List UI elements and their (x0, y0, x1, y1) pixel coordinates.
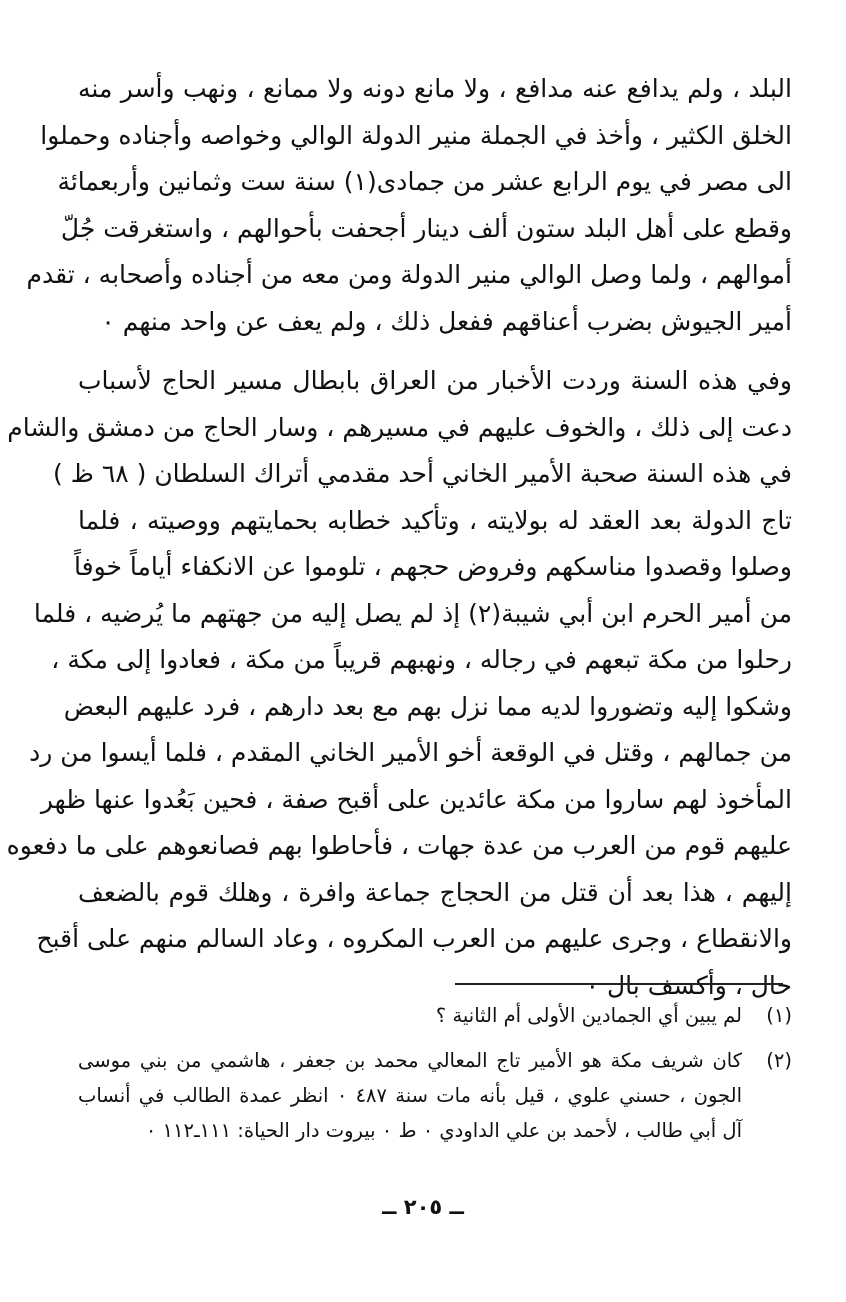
text-line: من أمير الحرم ابن أبي شيبة(٢) إذ لم يصل إليه من جهتهم ما يُرضيه ، فلما (33, 598, 792, 628)
footnote-text (78, 1043, 742, 1148)
text-line: المأخوذ لهم ساروا من مكة عائدين على أقبح صفة ، فحين بَعُدوا عنها ظهر (40, 784, 792, 814)
text-line: وشكوا إليه وتضوروا لديه مما نزل بهم مع بعد دارهم ، فرد عليهم البعض (63, 691, 792, 721)
text-line: أموالهم ، ولما وصل الوالي منير الدولة ومن معه من أجناده وأصحابه ، تقدم (26, 260, 792, 289)
text-line: أمير الجيوش بضرب أعناقهم ففعل ذلك ، ولم يعف عن واحد منهم ٠ (101, 306, 792, 336)
footnote-number: (١) (766, 1004, 792, 1027)
text-line: البلد ، ولم يدافع عنه مدافع ، ولا مانع دونه ولا ممانع ، ونهب وأسر منه (78, 74, 792, 103)
footnote-line: الجون ، حسني علوي ، قيل بأنه مات سنة ٤٨٧ ٠ انظر عمدة الطالب في أنساب (78, 1084, 743, 1107)
footnote-line: آل أبي طالب ، لأحمد بن علي الداودي ٠ ط ٠ بيروت دار الحياة: ١١١ـ١١٢ ٠ (145, 1119, 742, 1142)
footnotes (78, 998, 792, 1158)
text-line: من جمالهم ، وقتل في الوقعة أخو الأمير الخاني المقدم ، فلما أيسوا من رد (29, 738, 792, 767)
text-line: في هذه السنة صحبة الأمير الخاني أحد مقدمي أتراك السلطان ( ٦٨ ظ ) (53, 459, 792, 488)
text-line: إليهم ، هذا بعد أن قتل من الحجاج جماعة وافرة ، وهلك قوم بالضعف (78, 877, 792, 907)
text-line: وقطع على أهل البلد ستون ألف دينار أجحفت بأحوالهم ، واستغرقت جُلّ (60, 213, 792, 243)
paragraph-1 (26, 66, 792, 345)
text-line: رحلوا من مكة تبعهم في رجاله ، ونهبهم قريباً من مكة ، فعادوا إلى مكة ، (51, 645, 792, 674)
footnote-number: (٢) (766, 1049, 792, 1072)
text-line: الى مصر في يوم الرابع عشر من جمادى(١) سنة ست وثمانين وأربعمائة (57, 167, 792, 196)
text-line: دعت إلى ذلك ، والخوف عليهم في مسيرهم ، وسار الحاج من دمشق والشام (7, 412, 792, 442)
text-line: حال ، وأكسف بال ٠ (585, 970, 792, 1000)
footnote-divider (455, 983, 783, 985)
footnote-text (78, 998, 742, 1033)
footnote-line: كان شريف مكة هو الأمير تاج المعالي محمد بن جعفر ، هاشمي من بني موسى (78, 1049, 742, 1072)
text-line: وفي هذه السنة وردت الأخبار من العراق بابطال مسير الحاج لأسباب (78, 366, 792, 395)
text-line: عليهم قوم من العرب من عدة جهات ، فأحاطوا بهم فصانعوهم على ما دفعوه (6, 831, 792, 860)
paragraph-2 (6, 358, 792, 1009)
footnote-1 (78, 998, 792, 1033)
text-line: الخلق الكثير ، وأخذ في الجملة منير الدولة الوالي وخواصه وأجناده وحملوا (40, 120, 792, 150)
page-number: ــ ٢٠٥ ــ (382, 1195, 464, 1219)
text-line: وصلوا وقصدوا مناسكهم وفروض حجهم ، تلوموا عن الانكفاء أياماً خوفاً (74, 552, 792, 581)
text-line: تاج الدولة بعد العقد له بولايته ، وتأكيد خطابه بحمايتهم ووصيته ، فلما (78, 505, 792, 535)
text-line: والانقطاع ، وجرى عليهم من العرب المكروه ، وعاد السالم منهم على أقبح (36, 924, 792, 953)
footnote-line: لم يبين أي الجمادين الأولى أم الثانية ؟ (435, 1004, 742, 1027)
footnote-2 (78, 1043, 792, 1148)
